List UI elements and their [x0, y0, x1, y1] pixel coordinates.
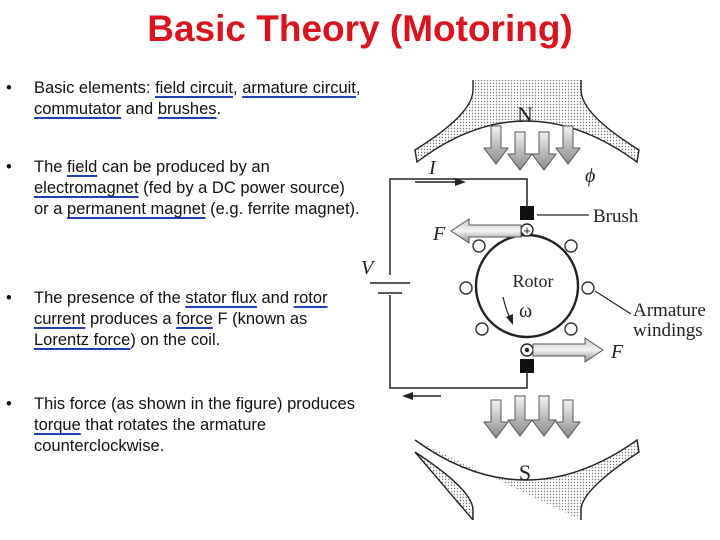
armature-pointer	[595, 291, 631, 314]
underlined-term: torque	[34, 416, 81, 434]
current-label: I	[429, 157, 436, 179]
bullet-text-segment: produces a	[85, 310, 177, 328]
armature-label-1: Armature	[633, 300, 706, 321]
bullet-text-segment: (e.g. ferrite magnet).	[205, 200, 360, 218]
bullet-text-segment: and	[121, 100, 158, 118]
south-pole-label: S	[518, 460, 532, 485]
underlined-term: Lorentz force	[34, 331, 131, 349]
bullet-text-segment: ,	[233, 79, 243, 97]
underlined-term: commutator	[34, 100, 122, 118]
bullet-text-segment: F (known as	[212, 310, 308, 328]
rotor-label: Rotor	[512, 271, 554, 291]
bullet-text-segment: (fed by a DC power source) or a	[34, 179, 345, 218]
brush-bottom	[520, 359, 534, 373]
bullet-text	[34, 288, 364, 351]
bullet-text-segment: The	[34, 158, 68, 176]
bullet-marker: •	[6, 79, 12, 97]
force-arrow-right	[533, 338, 603, 362]
underlined-term: stator flux	[185, 289, 257, 307]
underlined-term: brushes	[157, 100, 217, 118]
bullet-text-segment: The presence of the	[34, 289, 186, 307]
bullet-marker: •	[6, 158, 12, 176]
voltage-label: V	[361, 257, 374, 279]
bullet-text	[34, 78, 364, 120]
underlined-term: force	[176, 310, 213, 328]
bullet-marker: •	[6, 395, 12, 413]
underlined-term: rotor current	[34, 289, 328, 328]
flux-arrows-bottom	[484, 396, 580, 438]
bullet-text-segment: can be produced by an	[97, 158, 270, 176]
north-pole-label: N	[517, 102, 533, 127]
bullet-text-segment: ) on the coil.	[130, 331, 221, 349]
bullet-text-segment: that rotates the armature counterclockwise.	[34, 416, 267, 455]
bullet-marker: •	[6, 289, 12, 307]
underlined-term: field circuit	[155, 79, 234, 97]
underlined-term: permanent magnet	[67, 200, 206, 218]
bullet-text-segment: This force (as shown in the figure) produces	[34, 395, 355, 413]
bullet-text	[34, 157, 364, 220]
flux-arrows-top	[484, 126, 580, 170]
page-title: Basic Theory (Motoring)	[147, 8, 573, 49]
force-label-left: F	[433, 223, 446, 245]
bullet-text-segment: .	[216, 100, 222, 118]
underlined-term: electromagnet	[34, 179, 139, 197]
bullet-text-segment: and	[256, 289, 294, 307]
underlined-term: field	[67, 158, 98, 176]
bullet-text-segment: Basic elements:	[34, 79, 156, 97]
brush-label: Brush	[593, 206, 639, 227]
flux-label: ϕ	[585, 165, 596, 187]
underlined-term: armature circuit	[242, 79, 356, 97]
dc-motor-diagram	[345, 70, 720, 520]
brush-top	[520, 206, 534, 220]
force-label-right: F	[611, 341, 624, 363]
bullet-text	[34, 394, 364, 457]
svg-text:+: +	[523, 223, 531, 238]
armature-label-2: windings	[633, 320, 703, 341]
bullet-text-segment: ,	[355, 79, 361, 97]
omega-label: ω	[519, 300, 533, 322]
